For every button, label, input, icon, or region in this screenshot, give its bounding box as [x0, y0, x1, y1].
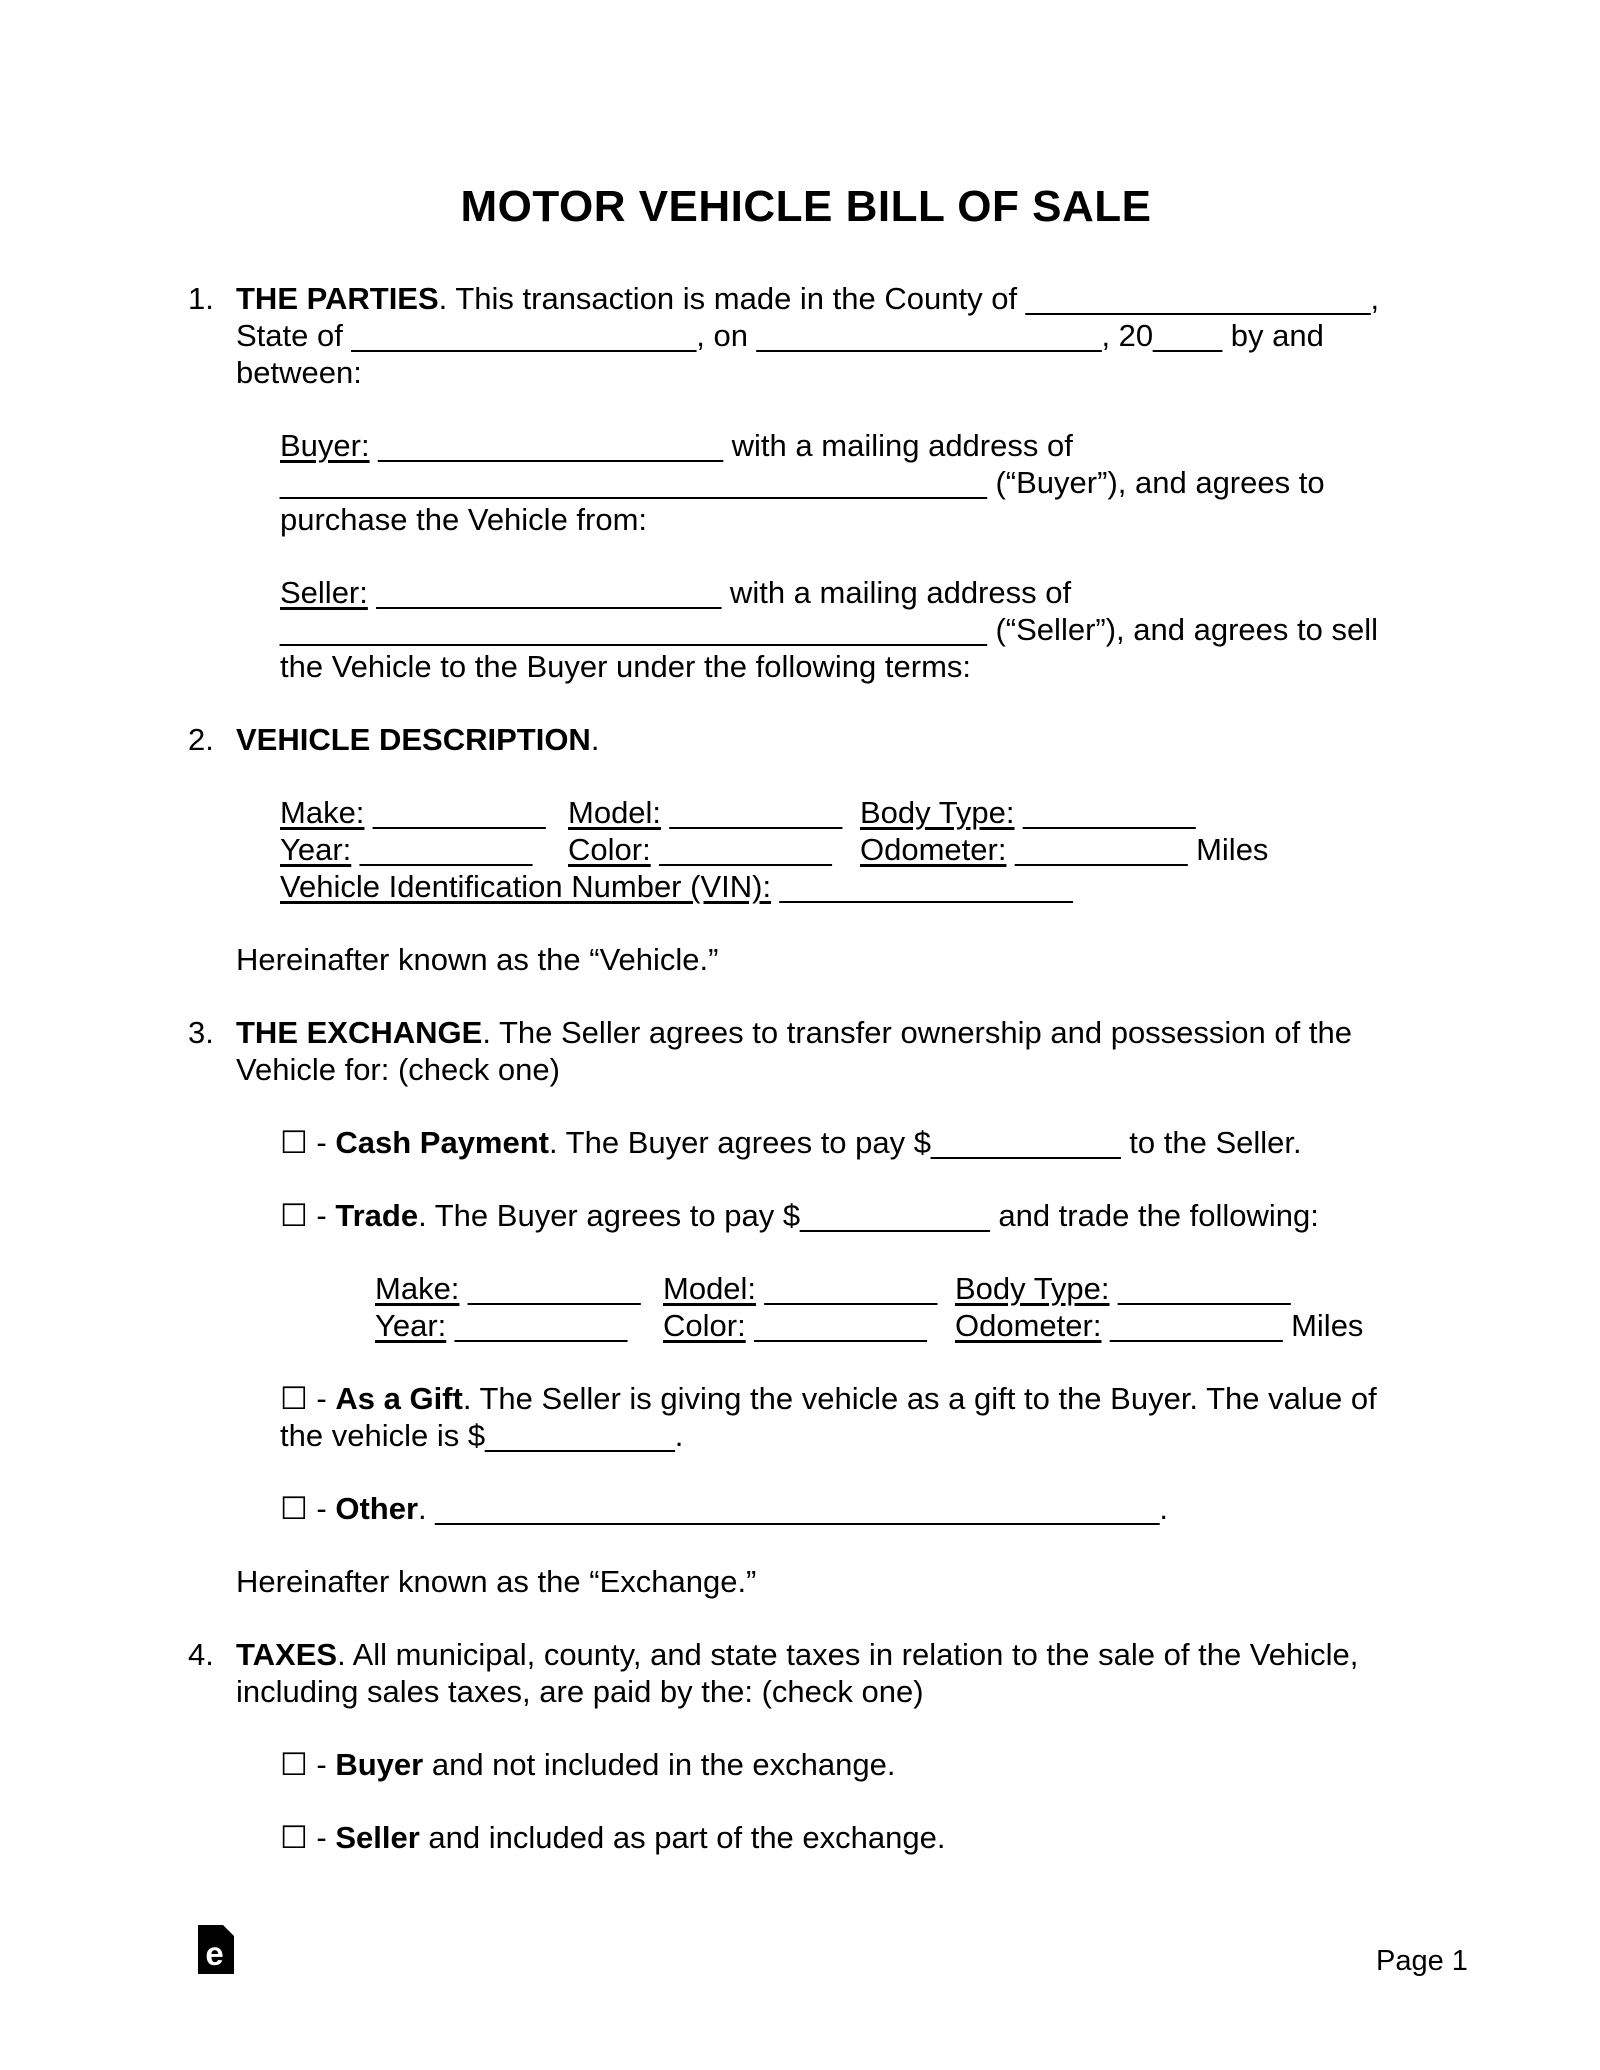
document-title: MOTOR VEHICLE BILL OF SALE: [460, 182, 1152, 231]
seller-line-3: the Vehicle to the Buyer under the following terms:: [280, 649, 972, 684]
parties-line-2: State of ____________________, on ____________________, 20____ by and: [236, 318, 1324, 353]
seller-line-2: _________________________________________ (“Seller”), and agrees to sell: [280, 612, 1378, 647]
section-taxes-heading: TAXES: [236, 1637, 338, 1672]
buyer-label: Buyer:: [280, 428, 370, 463]
body-type-label: Body Type:: [860, 795, 1015, 830]
buyer-address-blank[interactable]: _________________________________________: [280, 465, 987, 500]
miles-label: Miles: [1187, 832, 1269, 867]
trade-checkbox[interactable]: ☐: [280, 1198, 308, 1233]
section-exchange: 3. THE EXCHANGE. The Seller agrees to transfer ownership and possession of the Vehicle for: (check one): [188, 1015, 1352, 1087]
odometer-blank[interactable]: __________: [1006, 832, 1188, 867]
trade-miles-label: Miles: [1282, 1308, 1364, 1343]
section-vehicle-description-heading: VEHICLE DESCRIPTION: [236, 722, 591, 757]
trade-model-blank[interactable]: __________: [756, 1271, 938, 1306]
taxes-seller-label: Seller: [335, 1820, 420, 1855]
section-taxes-number: 4.: [188, 1637, 214, 1672]
vehicle-row-2: [280, 831, 1450, 868]
odometer-label: Odometer:: [860, 832, 1007, 867]
eforms-logo: [198, 1925, 234, 1974]
buyer-line-3: purchase the Vehicle from:: [280, 502, 648, 537]
other-label: Other: [335, 1491, 419, 1526]
section-vehicle-description: 2. VEHICLE DESCRIPTION.: [188, 722, 600, 757]
trade-body-type-blank[interactable]: __________: [1109, 1271, 1291, 1306]
section-vehicle-description-number: 2.: [188, 722, 214, 757]
year-label: Year:: [280, 832, 352, 867]
make-blank[interactable]: __________: [364, 795, 546, 830]
parties-line-3: between:: [236, 355, 362, 390]
cash-payment-label: Cash Payment: [335, 1125, 549, 1160]
gift-checkbox[interactable]: ☐: [280, 1381, 308, 1416]
make-label: Make:: [280, 795, 365, 830]
cash-amount-blank[interactable]: ___________: [931, 1125, 1121, 1160]
year-field-blank[interactable]: __________: [351, 832, 533, 867]
seller-name-blank[interactable]: ____________________: [367, 575, 722, 610]
gift-label: As a Gift: [335, 1381, 463, 1416]
section-parties-heading: THE PARTIES: [236, 281, 439, 316]
vin-blank[interactable]: _________________: [771, 869, 1073, 904]
county-blank[interactable]: ____________________: [1025, 281, 1371, 316]
taxes-buyer-label: Buyer: [335, 1747, 424, 1782]
buyer-line-1: Buyer: ____________________ with a mailing address of: [280, 428, 1073, 463]
other-checkbox[interactable]: ☐: [280, 1491, 308, 1526]
cash-payment-option: ☐ - Cash Payment. The Buyer agrees to pay $___________ to the Seller.: [280, 1125, 1302, 1160]
page-fold-icon: [223, 1925, 234, 1936]
gift-value-blank[interactable]: ___________: [485, 1418, 675, 1453]
vehicle-row-1: [280, 794, 1450, 831]
body-type-blank[interactable]: __________: [1014, 795, 1196, 830]
taxes-seller-checkbox[interactable]: ☐: [280, 1820, 308, 1855]
taxes-buyer-checkbox[interactable]: ☐: [280, 1747, 308, 1782]
vehicle-row-3: [280, 868, 1450, 905]
trade-make-label: Make:: [375, 1271, 460, 1306]
color-label: Color:: [568, 832, 651, 867]
taxes-buyer-option: ☐ - Buyer and not included in the exchange.: [280, 1747, 896, 1782]
section-taxes: 4. TAXES. All municipal, county, and state taxes in relation to the sale of the Vehicle, including sales taxes, are paid by the: (check one): [188, 1637, 1359, 1709]
section-exchange-number: 3.: [188, 1015, 214, 1050]
trade-vehicle-table: [375, 1270, 1450, 1344]
trade-year-label: Year:: [375, 1308, 447, 1343]
section-parties-number: 1.: [188, 281, 214, 316]
taxes-seller-option: ☐ - Seller and included as part of the exchange.: [280, 1820, 946, 1855]
trade-label: Trade: [335, 1198, 419, 1233]
gift-option: ☐ - As a Gift. The Seller is giving the vehicle as a gift to the Buyer. The value of the vehicle is $___________.: [280, 1381, 1377, 1453]
trade-color-blank[interactable]: __________: [745, 1308, 927, 1343]
buyer-name-blank[interactable]: ____________________: [369, 428, 724, 463]
trade-model-label: Model:: [663, 1271, 757, 1306]
other-option: ☐ - Other. __________________________________________.: [280, 1491, 1169, 1526]
cash-payment-checkbox[interactable]: ☐: [280, 1125, 308, 1160]
seller-address-blank[interactable]: _________________________________________: [280, 612, 987, 647]
model-label: Model:: [568, 795, 662, 830]
year-blank[interactable]: ____: [1153, 318, 1223, 353]
trade-body-type-label: Body Type:: [955, 1271, 1110, 1306]
trade-color-label: Color:: [663, 1308, 746, 1343]
color-blank[interactable]: __________: [650, 832, 832, 867]
buyer-line-2: _________________________________________ (“Buyer”), and agrees to: [280, 465, 1325, 500]
trade-year-blank[interactable]: __________: [446, 1308, 628, 1343]
date-blank[interactable]: ____________________: [756, 318, 1102, 353]
other-blank[interactable]: __________________________________________: [435, 1491, 1160, 1526]
vehicle-description-table: [280, 794, 1450, 905]
buyer-paragraph: [280, 427, 1450, 538]
trade-option: ☐ - Trade. The Buyer agrees to pay $___________ and trade the following:: [280, 1198, 1319, 1233]
model-blank[interactable]: __________: [661, 795, 843, 830]
trade-vehicle-row-1: [375, 1270, 1450, 1307]
page-number: Page 1: [1376, 1945, 1468, 1977]
state-blank[interactable]: ____________________: [351, 318, 697, 353]
trade-vehicle-row-2: [375, 1307, 1450, 1344]
trade-odometer-blank[interactable]: __________: [1101, 1308, 1283, 1343]
seller-label: Seller:: [280, 575, 368, 610]
vin-label: Vehicle Identification Number (VIN):: [280, 869, 772, 904]
trade-make-blank[interactable]: __________: [459, 1271, 641, 1306]
section-parties: [188, 280, 1450, 391]
hereinafter-vehicle: Hereinafter known as the “Vehicle.”: [236, 942, 719, 977]
seller-paragraph: [280, 574, 1450, 685]
parties-line-1: THE PARTIES. This transaction is made in the County of ____________________,: [236, 281, 1380, 316]
section-exchange-heading: THE EXCHANGE: [236, 1015, 483, 1050]
trade-amount-blank[interactable]: ___________: [800, 1198, 990, 1233]
trade-odometer-label: Odometer:: [955, 1308, 1102, 1343]
seller-line-1: Seller: ____________________ with a mailing address of: [280, 575, 1072, 610]
eforms-logo-letter: e: [205, 1935, 224, 1972]
hereinafter-exchange: Hereinafter known as the “Exchange.”: [236, 1564, 757, 1599]
